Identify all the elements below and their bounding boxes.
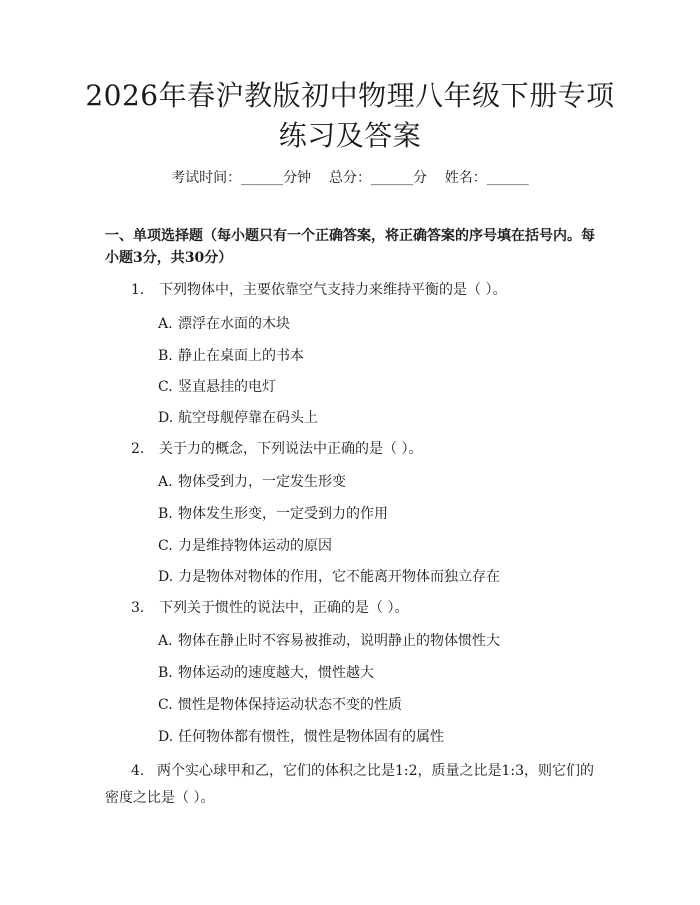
option-letter: C.	[158, 697, 173, 713]
option-2b	[158, 503, 388, 525]
option-text: 竖直悬挂的电灯	[178, 379, 276, 395]
option-letter: A.	[158, 474, 173, 490]
question-number: 2.	[131, 441, 145, 457]
option-text: 物体运动的速度越大，惯性越大	[178, 665, 374, 681]
question-1	[131, 279, 506, 301]
option-3a	[158, 630, 500, 652]
question-text: 两个实心球甲和乙，它们的体积之比是1:2，质量之比是1:3，则它们的密度之比是（ ）。	[105, 763, 595, 806]
option-letter: D.	[158, 729, 174, 745]
option-text: 物体受到力，一定发生形变	[178, 474, 346, 490]
option-2c	[158, 535, 332, 557]
option-text: 航空母舰停靠在码头上	[178, 410, 318, 426]
option-text: 漂浮在水面的木块	[178, 316, 290, 332]
option-1a	[158, 313, 290, 335]
option-2d	[158, 566, 500, 588]
option-letter: C.	[158, 379, 173, 395]
section-heading: 一、单项选择题（每小题只有一个正确答案，将正确答案的序号填在括号内。每小题3分，共30分）	[105, 228, 595, 266]
question-number: 4.	[131, 763, 145, 779]
option-letter: A.	[158, 316, 173, 332]
question-text: 关于力的概念，下列说法中正确的是（ ）。	[159, 441, 423, 457]
document-title: 2026年春沪教版初中物理八年级下册专项练习及答案	[85, 79, 615, 152]
option-text: 力是维持物体运动的原因	[178, 538, 332, 554]
option-text: 物体发生形变，一定受到力的作用	[178, 506, 388, 522]
exam-info-line: 考试时间：______分钟 总分：______分 姓名：______	[171, 170, 529, 186]
option-letter: D.	[158, 569, 174, 585]
question-number: 3.	[131, 600, 145, 616]
option-letter: C.	[158, 538, 173, 554]
option-1c	[158, 376, 276, 398]
option-letter: B.	[158, 506, 173, 522]
option-1b	[158, 345, 304, 367]
question-text: 下列关于惯性的说法中，正确的是（ ）。	[159, 600, 409, 616]
option-letter: D.	[158, 410, 174, 426]
question-2	[131, 438, 422, 460]
option-text: 惯性是物体保持运动状态不变的性质	[178, 697, 402, 713]
option-text: 静止在桌面上的书本	[178, 348, 304, 364]
question-4	[105, 758, 599, 812]
option-3b	[158, 662, 374, 684]
option-3d	[158, 726, 444, 748]
option-letter: B.	[158, 348, 173, 364]
question-3	[131, 597, 408, 619]
question-text: 下列物体中，主要依靠空气支持力来维持平衡的是（ ）。	[159, 282, 507, 298]
option-text: 力是物体对物体的作用，它不能离开物体而独立存在	[178, 569, 500, 585]
option-2a	[158, 471, 346, 493]
question-number: 1.	[131, 282, 145, 298]
option-text: 任何物体都有惯性，惯性是物体固有的属性	[178, 729, 444, 745]
option-letter: B.	[158, 665, 173, 681]
option-1d	[158, 407, 318, 429]
option-text: 物体在静止时不容易被推动，说明静止的物体惯性大	[178, 633, 500, 649]
option-letter: A.	[158, 633, 173, 649]
option-3c	[158, 694, 402, 716]
